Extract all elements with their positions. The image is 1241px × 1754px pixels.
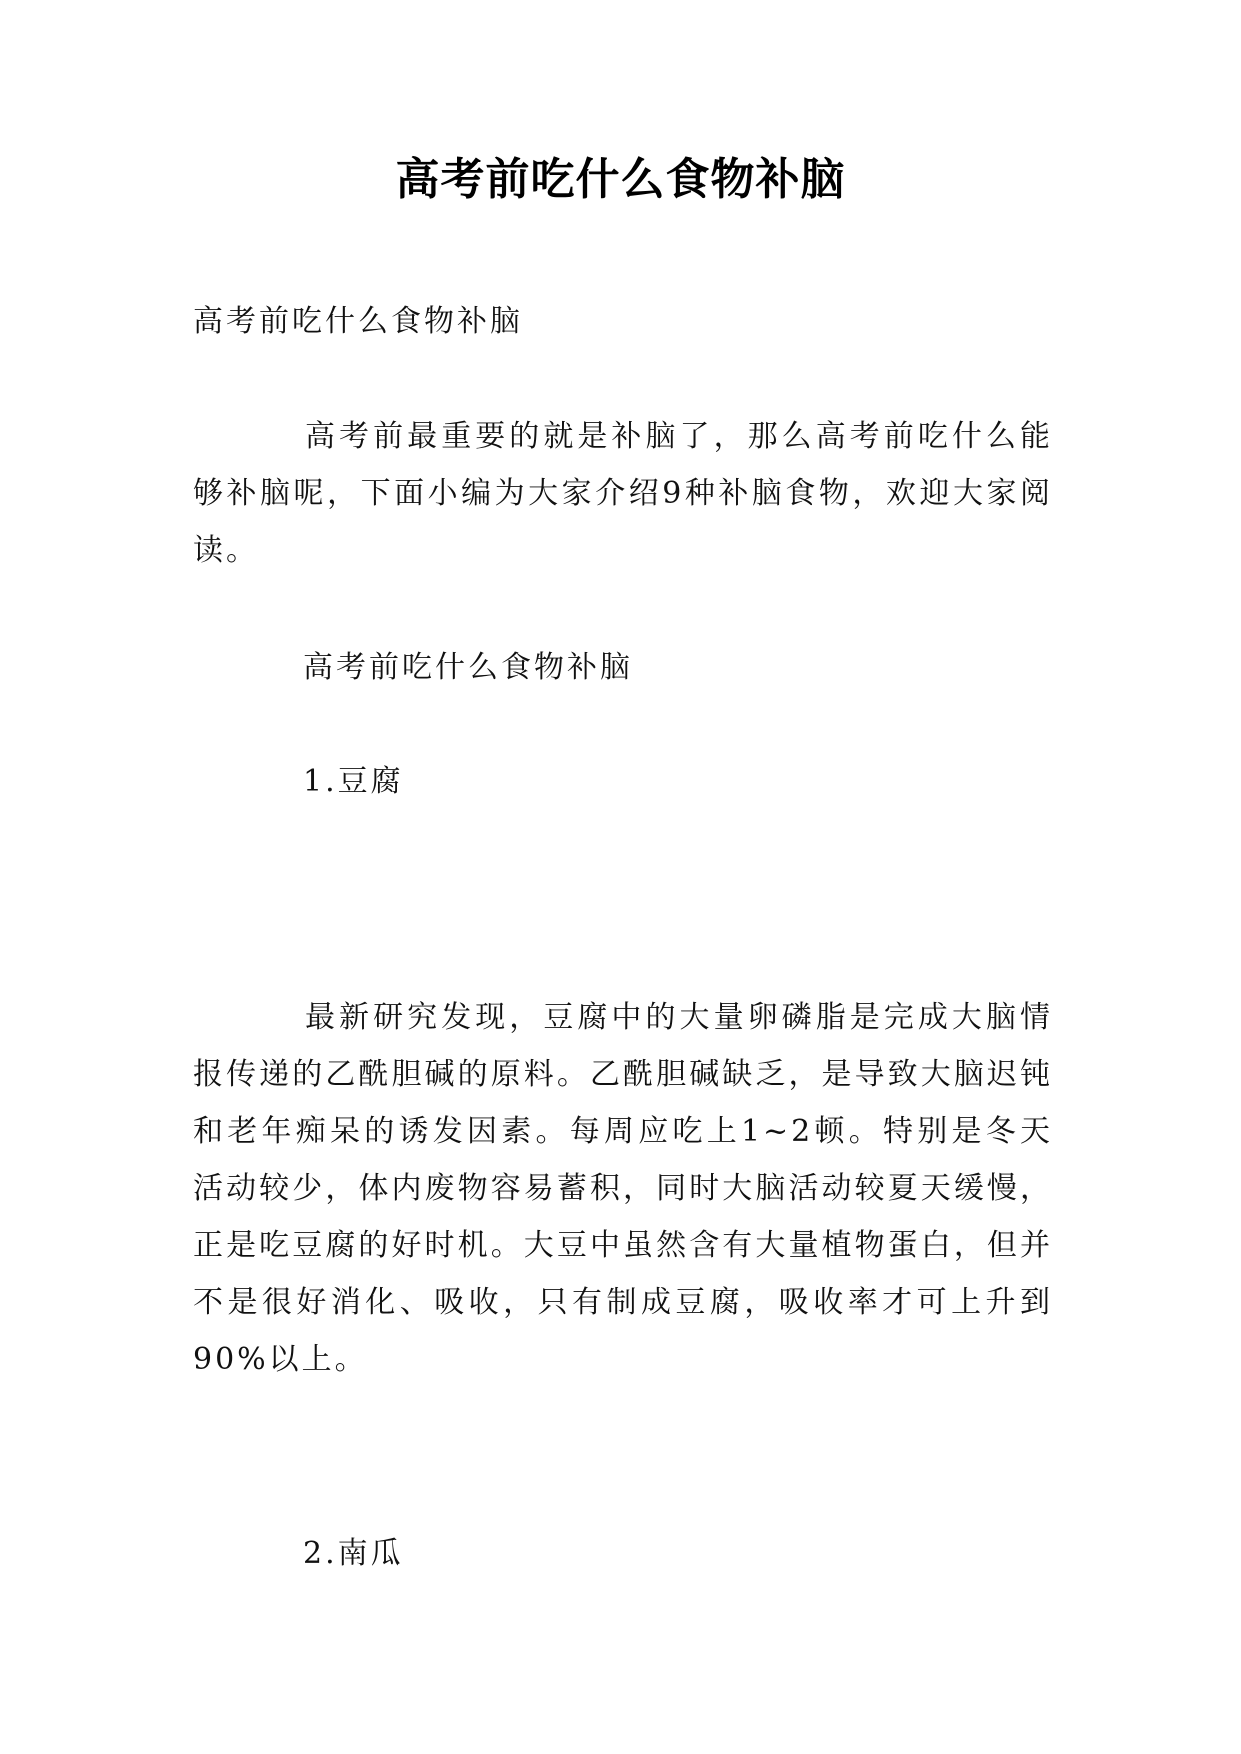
intro-paragraph: 高考前最重要的就是补脑了，那么高考前吃什么能够补脑呢，下面小编为大家介绍9种补脑食物，欢迎大家阅读。 bbox=[193, 419, 1053, 568]
document-subtitle: 高考前吃什么食物补脑 bbox=[193, 304, 523, 339]
item-body-tofu: 最新研究发现，豆腐中的大量卵磷脂是完成大脑情报传递的乙酰胆碱的原料。乙酰胆碱缺乏，是导致大脑迟钝和老年痴呆的诱发因素。每周应吃上1~2顿。特别是冬天活动较少，体内废物容易蓄积，同时大脑活动较夏天缓慢，正是吃豆腐的好时机。大豆中虽然含有大量植物蛋白，但并不是很好消化、吸收，只有制成豆腐，吸收率才可上升到90%以上。 bbox=[193, 1000, 1053, 1377]
section-heading: 高考前吃什么食物补脑 bbox=[303, 650, 633, 685]
item-heading-pumpkin: 2.南瓜 bbox=[303, 1536, 404, 1571]
document-title: 高考前吃什么食物补脑 bbox=[395, 154, 846, 205]
item-heading-tofu: 1.豆腐 bbox=[303, 764, 404, 799]
